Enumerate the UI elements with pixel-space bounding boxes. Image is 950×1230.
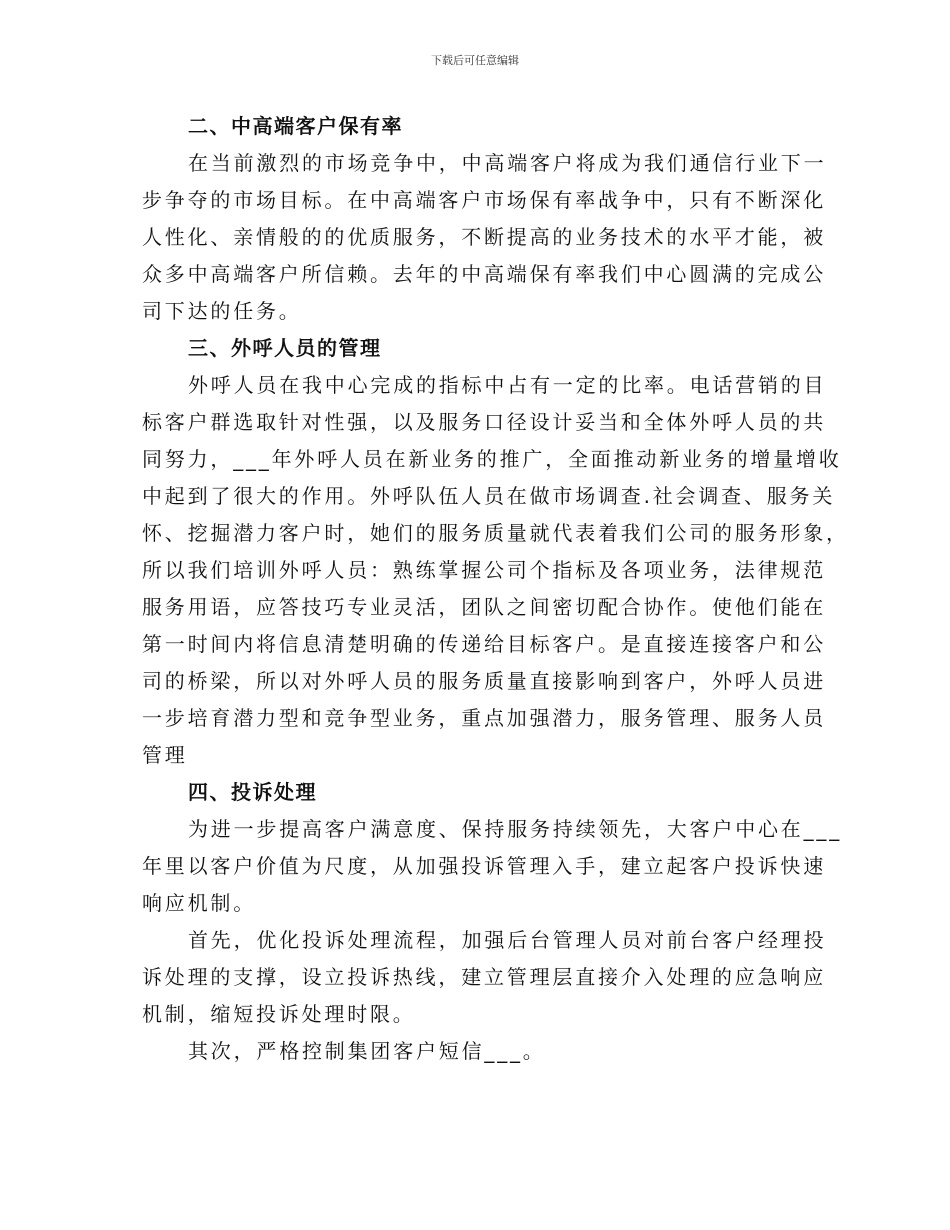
paragraph-line: 司的桥梁，所以对外呼人员的服务质量直接影响到客户，外呼人员进 [142, 669, 826, 693]
paragraph-line: 首先，优化投诉处理流程，加强后台管理人员对前台客户经理投 [188, 928, 827, 952]
section-heading-3: 三、外呼人员的管理 [188, 336, 382, 360]
paragraph-line: 为进一步提高客户满意度、保持服务持续领先，大客户中心在___ [188, 817, 842, 841]
section-heading-2: 二、中高端客户保有率 [188, 114, 403, 138]
paragraph-line: 外呼人员在我中心完成的指标中占有一定的比率。电话营销的目 [188, 373, 827, 397]
paragraph-line: 步争夺的市场目标。在中高端客户市场保有率战争中，只有不断深化 [142, 188, 826, 212]
paragraph-line: 一步培育潜力型和竞争型业务，重点加强潜力，服务管理、服务人员 [142, 706, 826, 730]
paragraph-line: 标客户群选取针对性强，以及服务口径设计妥当和全体外呼人员的共 [142, 410, 826, 434]
paragraph-line: 怀、挖掘潜力客户时，她们的服务质量就代表着我们公司的服务形象， [142, 521, 849, 545]
paragraph-line: 年里以客户价值为尺度，从加强投诉管理入手，建立起客户投诉快速 [142, 854, 826, 878]
paragraph-line: 众多中高端客户所信赖。去年的中高端保有率我们中心圆满的完成公 [142, 262, 826, 286]
paragraph-line: 同努力，___年外呼人员在新业务的推广，全面推动新业务的增量增收 [142, 447, 842, 471]
paragraph-line: 人性化、亲情般的的优质服务，不断提高的业务技术的水平才能，被 [142, 225, 826, 249]
paragraph-line: 在当前激烈的市场竞争中，中高端客户将成为我们通信行业下一 [188, 151, 827, 175]
paragraph-line: 管理 [142, 743, 188, 767]
paragraph-line: 中起到了很大的作用。外呼队伍人员在做市场调查.社会调查、服务关 [142, 484, 836, 508]
paragraph-line: 第一时间内将信息清楚明确的传递给目标客户。是直接连接客户和公 [142, 632, 826, 656]
header-note: 下载后可任意编辑 [431, 54, 519, 67]
paragraph-line: 所以我们培训外呼人员：熟练掌握公司个指标及各项业务，法律规范 [142, 558, 826, 582]
paragraph-line: 机制，缩短投诉处理时限。 [142, 1002, 416, 1026]
paragraph-line: 其次，严格控制集团客户短信___。 [188, 1039, 546, 1063]
section-heading-4: 四、投诉处理 [188, 780, 317, 804]
document-body [142, 108, 849, 1070]
paragraph-line: 服务用语，应答技巧专业灵活，团队之间密切配合协作。使他们能在 [142, 595, 826, 619]
paragraph-line: 司下达的任务。 [142, 299, 302, 323]
paragraph-line: 响应机制。 [142, 891, 256, 915]
paragraph-line: 诉处理的支撑，设立投诉热线，建立管理层直接介入处理的应急响应 [142, 965, 826, 989]
